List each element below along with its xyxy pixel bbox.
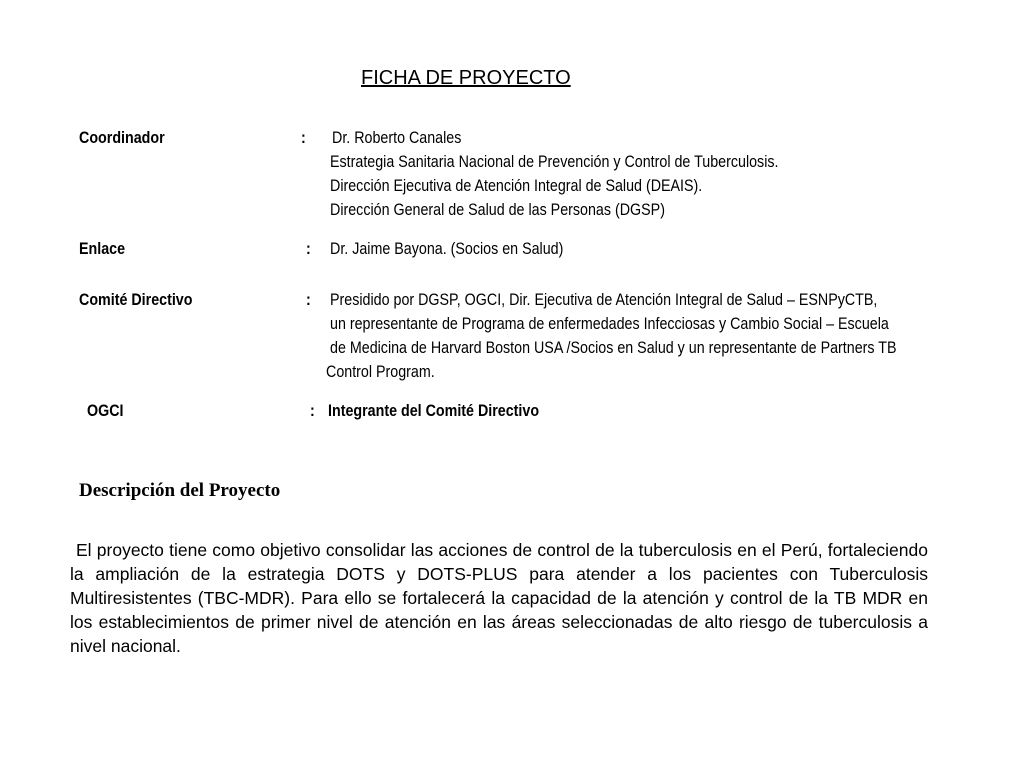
description-text: El proyecto tiene como objetivo consolidar las acciones de control de la tuberculosis en el Perú, fortaleciendo la ampliación de la estrategia DOTS y DOTS-PLUS para atender a los pacientes con Tuberculosis Multiresistentes (TBC-MDR). Para ello se fortalecerá la capacidad de la atención y control de la TB MDR en los establecimientos de primer nivel de atención en las áreas seleccionadas de alto riesgo de tuberculosis a nivel nacional. [70,540,928,656]
comite-colon: : [306,290,311,309]
coordinador-line-1: Dr. Roberto Canales [332,128,462,147]
coordinador-line-3: Dirección Ejecutiva de Atención Integral de Salud (DEAIS). [330,176,703,195]
ogci-value: Integrante del Comité Directivo [328,401,540,420]
ogci-colon: : [310,401,315,420]
coordinador-label: Coordinador [79,128,165,147]
enlace-colon: : [306,239,311,258]
coordinador-line-4: Dirección General de Salud de las Personas (DGSP) [330,200,665,219]
coordinador-line-2: Estrategia Sanitaria Nacional de Prevención y Control de Tuberculosis. [330,152,779,171]
comite-line-3: de Medicina de Harvard Boston USA /Socios en Salud y un representante de Partners TB [330,338,897,357]
comite-line-1: Presidido por DGSP, OGCI, Dir. Ejecutiva de Atención Integral de Salud – ESNPyCTB, [330,290,878,309]
comite-label: Comité Directivo [79,290,193,309]
coordinador-colon: : [301,128,306,147]
description-heading: Descripción del Proyecto [79,480,281,501]
page-title: FICHA DE PROYECTO [361,67,571,89]
comite-line-2: un representante de Programa de enfermedades Infecciosas y Cambio Social – Escuela [330,314,889,333]
ogci-label: OGCI [87,401,124,420]
enlace-line-1: Dr. Jaime Bayona. (Socios en Salud) [330,239,564,258]
enlace-label: Enlace [79,239,126,258]
comite-line-4: Control Program. [326,362,435,381]
